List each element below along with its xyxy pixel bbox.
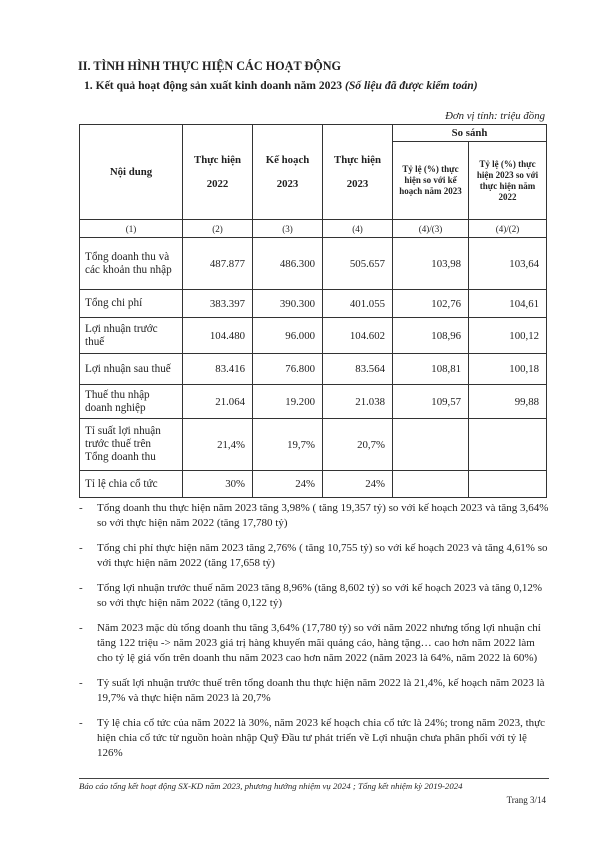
cell-plan-2023: 486.300: [253, 238, 323, 290]
header-plan-2023: [253, 125, 323, 220]
header-ratio-prev: Tỷ lệ (%) thực hiện 2023 so với thực hiện năm 2022: [469, 142, 547, 220]
analysis-bullets: [79, 501, 549, 771]
header-actual-2022: [183, 125, 253, 220]
cell-plan-2023: 19.200: [253, 385, 323, 419]
cell-actual-2023: 505.657: [323, 238, 393, 290]
cell-ratio-prev: 104,61: [469, 290, 547, 318]
business-results-table: [79, 124, 547, 498]
row-label: Lợi nhuận sau thuế: [80, 354, 183, 385]
cell-plan-2023: 390.300: [253, 290, 323, 318]
dash-bullet-icon: -: [79, 582, 83, 594]
bullet-text: Tổng lợi nhuận trước thuế năm 2023 tăng 8,96% (tăng 8,602 tỷ) so với kế hoạch 2023 và tăng 0,12% so với thực hiện năm 2022 (tăng 0,122 tỷ): [97, 582, 542, 609]
header-ratio-plan: Tỷ lệ (%) thực hiện so với kế hoạch năm 2023: [393, 142, 469, 220]
cell-ratio-plan: [393, 419, 469, 471]
header-plan-2023-line1: Kế hoạch: [265, 154, 310, 166]
header-actual-2023: [323, 125, 393, 220]
table-row: [80, 471, 547, 498]
table-row: [80, 318, 547, 354]
bullet-text: Tỷ suất lợi nhuận trước thuế trên tổng doanh thu thực hiện năm 2022 là 21,4%, kế hoạch năm 2023 là 19,7% và thực hiện năm 2023 là 20,7%: [97, 677, 545, 704]
cell-ratio-prev: 100,18: [469, 354, 547, 385]
table-row: [80, 290, 547, 318]
row-label: Thuế thu nhập doanh nghiệp: [80, 385, 183, 419]
dash-bullet-icon: -: [79, 717, 83, 729]
dash-bullet-icon: -: [79, 502, 83, 514]
cell-actual-2022: 21,4%: [183, 419, 253, 471]
row-label: Tỉ lệ chia cổ tức: [80, 471, 183, 498]
cell-actual-2023: 401.055: [323, 290, 393, 318]
dash-bullet-icon: -: [79, 542, 83, 554]
row-label: Tổng chi phí: [80, 290, 183, 318]
cell-ratio-prev: 103,64: [469, 238, 547, 290]
cell-ratio-plan: [393, 471, 469, 498]
table-row: [80, 419, 547, 471]
cell-ratio-plan: 102,76: [393, 290, 469, 318]
index-cell: (4)/(2): [469, 220, 547, 238]
subsection-title-text: 1. Kết quả hoạt động sản xuất kinh doanh năm 2023: [84, 79, 345, 92]
header-actual-2023-line1: Thực hiện: [334, 154, 381, 166]
cell-ratio-plan: 103,98: [393, 238, 469, 290]
cell-actual-2023: 24%: [323, 471, 393, 498]
index-cell: (2): [183, 220, 253, 238]
cell-ratio-prev: [469, 419, 547, 471]
index-cell: (4): [323, 220, 393, 238]
table-row: [80, 385, 547, 419]
cell-actual-2023: 20,7%: [323, 419, 393, 471]
row-label: Tỉ suất lợi nhuận trước thuế trên Tổng doanh thu: [80, 419, 183, 471]
cell-actual-2023: 21.038: [323, 385, 393, 419]
list-item: [79, 621, 549, 666]
list-item: [79, 716, 549, 761]
index-cell: (1): [80, 220, 183, 238]
table-row: [80, 238, 547, 290]
cell-plan-2023: 19,7%: [253, 419, 323, 471]
list-item: [79, 541, 549, 571]
cell-ratio-plan: 108,81: [393, 354, 469, 385]
header-actual-2022-line2: 2022: [206, 178, 229, 190]
list-item: [79, 676, 549, 706]
table-row: [80, 354, 547, 385]
cell-ratio-prev: [469, 471, 547, 498]
header-content: Nội dung: [80, 125, 183, 220]
header-actual-2023-line2: 2023: [346, 178, 369, 190]
header-actual-2022-line1: Thực hiện: [194, 154, 241, 166]
index-cell: (3): [253, 220, 323, 238]
cell-actual-2022: 21.064: [183, 385, 253, 419]
index-row: [80, 220, 547, 238]
cell-ratio-prev: 99,88: [469, 385, 547, 419]
footer-divider: [79, 778, 549, 779]
unit-note: Đơn vị tính: triệu đồng: [445, 110, 545, 122]
page-number: Trang 3/14: [506, 795, 546, 805]
subsection-title: [84, 79, 478, 92]
cell-actual-2023: 104.602: [323, 318, 393, 354]
cell-ratio-prev: 100,12: [469, 318, 547, 354]
cell-ratio-plan: 108,96: [393, 318, 469, 354]
list-item: [79, 581, 549, 611]
section-title: II. TÌNH HÌNH THỰC HIỆN CÁC HOẠT ĐỘNG: [78, 59, 341, 73]
dash-bullet-icon: -: [79, 677, 83, 689]
index-cell: (4)/(3): [393, 220, 469, 238]
footer-text: Báo cáo tổng kết hoạt động SX-KD năm 2023, phương hướng nhiệm vụ 2024 ; Tổng kết nhiệm kỳ 2019-2024: [79, 781, 463, 791]
bullet-text: Tổng doanh thu thực hiện năm 2023 tăng 3,98% ( tăng 19,357 tỷ) so với kế hoạch 2023 và tăng 3,64% so với thực hiện năm 2022 (tăng 17,780 tỷ): [97, 502, 549, 529]
row-label: Tổng doanh thu và các khoản thu nhập: [80, 238, 183, 290]
bullet-text: Năm 2023 mặc dù tổng doanh thu tăng 3,64% (17,780 tỷ) so với năm 2022 nhưng tổng lợi nhuận chỉ tăng 122 triệu -> năm 2023 giá trị hàng khuyến mãi quảng cáo, hàng tặng… cao hơn năm 2022 làm cho tỷ lệ giá vốn trên doanh thu năm 2023 cao hơn năm 2022 (năm 2023 là 64%, năm 2022 là 60%): [97, 622, 541, 664]
cell-actual-2022: 487.877: [183, 238, 253, 290]
bullet-text: Tỷ lệ chia cổ tức của năm 2022 là 30%, năm 2023 kế hoạch chia cổ tức là 24%; trong năm 2023, thực hiện chia cổ tức từ nguồn hoàn nhập Quỹ Đầu tư phát triển về Lợi nhuận chưa phân phối với tỷ lệ 126%: [97, 717, 545, 759]
cell-actual-2023: 83.564: [323, 354, 393, 385]
cell-plan-2023: 24%: [253, 471, 323, 498]
bullet-text: Tổng chi phí thực hiện năm 2023 tăng 2,76% ( tăng 10,755 tỷ) so với kế hoạch 2023 và tăng 4,61% so với thực hiện năm 2022 (tăng 17,658 tỷ): [97, 542, 548, 569]
dash-bullet-icon: -: [79, 622, 83, 634]
cell-plan-2023: 96.000: [253, 318, 323, 354]
cell-actual-2022: 104.480: [183, 318, 253, 354]
audit-note: (Số liệu đã được kiểm toán): [344, 79, 478, 92]
header-plan-2023-line2: 2023: [276, 178, 299, 190]
cell-actual-2022: 83.416: [183, 354, 253, 385]
cell-actual-2022: 30%: [183, 471, 253, 498]
cell-actual-2022: 383.397: [183, 290, 253, 318]
header-compare: So sánh: [393, 125, 547, 142]
list-item: [79, 501, 549, 531]
cell-ratio-plan: 109,57: [393, 385, 469, 419]
cell-plan-2023: 76.800: [253, 354, 323, 385]
row-label: Lợi nhuận trước thuế: [80, 318, 183, 354]
